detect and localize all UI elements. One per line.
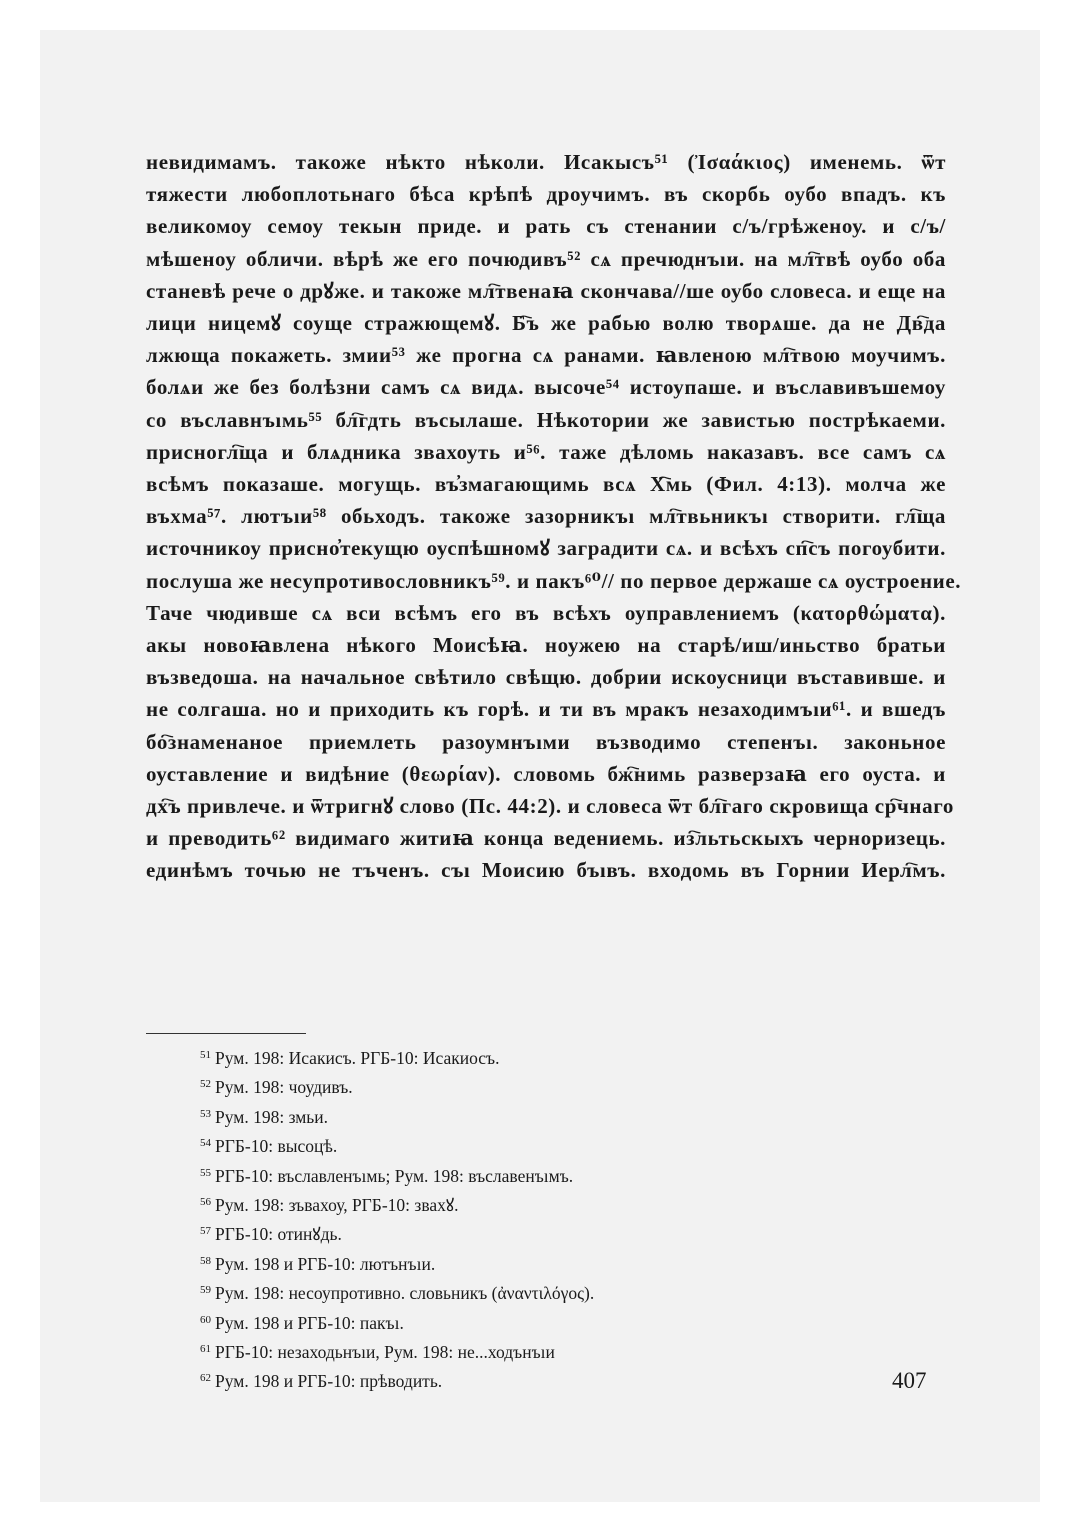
text-line: болѧи же без болѣзни самъ сѧ видѧ. высоче⁵⁴ истоупаше. и въславивъшемоу [146,375,946,400]
footnote [200,1365,594,1394]
footnote-separator [146,1033,306,1034]
footnote [200,1042,594,1071]
text-line: оуставление и видѣние (θεωρίαν). словомь бж҇нимь разверзаꙗ его оуста. и [146,761,946,786]
footnote [200,1189,594,1218]
footnote-text: Рум. 198: зъвахоу, РГБ-10: звахꙋ. [215,1195,459,1216]
footnote-number: 60 [200,1313,211,1326]
footnote [200,1218,594,1247]
book-page [40,30,1040,1502]
text-line: лжюща покажеть. змии⁵³ же прогна сѧ ранами. ꙗвленою мл҇твою моучимъ. [146,343,946,368]
footnotes [200,1042,594,1395]
footnote-number: 53 [200,1107,211,1120]
text-line: со въславнъıмь⁵⁵ бл҇гдть въсылаше. Нѣкотории же завистью пострѣкаеми. [146,407,946,432]
text-line: и преводить⁶² видимаго житиꙗ конца ведениемь. из҇льтьскыхъ черноризець. [146,826,946,851]
footnote-text: Рум. 198 и РГБ-10: лютънъıи. [215,1253,436,1274]
page-number: 407 [892,1368,927,1393]
footnote [200,1130,594,1159]
footnote [200,1160,594,1189]
footnote [200,1336,594,1365]
footnote-number: 55 [200,1166,211,1179]
footnote-number: 56 [200,1196,211,1209]
footnote-number: 54 [200,1137,211,1150]
text-line: Таче чюдивше сѧ вси всѣмъ его въ всѣхъ оуправлениемъ (κατορθώματα). [146,600,946,625]
footnote-text: РГБ-10: въславленъıмь; Рум. 198: въславенъıмъ. [215,1165,574,1186]
footnote-number: 58 [200,1254,211,1267]
footnote-text: Рум. 198 и РГБ-10: пакъı. [215,1312,404,1333]
text-line: послуша же несупротивословникъ⁵⁹. и пакъ⁶⁰// по первое держаше сѧ оустроение. [146,568,962,593]
text-line: станевѣ рече о дрꙋже. и такоже мл҇твенаꙗ скончава//ше оубо словеса. и еще на [146,278,946,303]
footnote-number: 61 [200,1343,211,1356]
text-line: единѣмъ точью не тъченъ. съı Моисию бъıвъ. входомь въ Горнии Иерл҇мъ. [146,858,946,883]
main-text [146,146,962,887]
footnote-number: 52 [200,1078,211,1091]
text-line: невидимамъ. такоже нѣкто нѣколи. Исакысъ⁵¹ (Ἰσαάκιος) именемь. ѿт [146,150,946,174]
text-line: бо҇знаменаное приемлеть разоумнъıми възводимо степенъı. законьное [146,729,946,754]
text-line: мѣшеноу обличи. вѣрѣ же его почюдивъ⁵² сѧ пречюднъıи. на мл҇твѣ оубо оба [146,246,946,271]
footnote [200,1277,594,1306]
footnote-number: 59 [200,1284,211,1297]
scanned-page [40,30,1040,1502]
footnote-text: Рум. 198 и РГБ-10: прѣводить. [215,1371,443,1392]
footnote-number: 57 [200,1225,211,1238]
footnote-text: Рум. 198: чоудивъ. [215,1077,353,1098]
text-line: присногл҇ща и блѧдника звахоуть и⁵⁶. таже дѣломь наказавъ. все самъ сѧ [146,439,946,464]
text-line: възведоша. на начальное свѣтило свѣщю. добрии искоусници въставивше. и [146,665,946,690]
footnote [200,1071,594,1100]
text-line: тяжести любоплотьнаго бѣса крѣпѣ дроучимъ. въ скорбь оубо впадъ. къ [146,182,946,207]
footnote [200,1248,594,1277]
text-line: великомоу семоу текын приде. и рать съ стенании с/ъ/грѣженоу. и с/ъ/ [146,214,946,239]
footnote-text: Рум. 198: Исакисъ. РГБ-10: Исакиосъ. [215,1048,500,1068]
footnote-text: РГБ-10: отинꙋдь. [215,1224,342,1245]
text-line: въхма⁵⁷. лютъıи⁵⁸ обьходъ. такоже зазорникъı мл҇твьникъı створити. гл҇ща [146,504,946,529]
footnote [200,1101,594,1130]
footnote-text: Рум. 198: несоупротивно. словьникъ (ἀναντιλόγος). [215,1283,595,1304]
footnote-text: РГБ-10: высоцѣ. [215,1136,338,1157]
text-line: всѣмъ показаше. могущь. въ҆змагающимь всѧ Х҇мь (Фил. 4:13). молча же [146,472,946,497]
text-line: лици ницемꙋ соуще стражющемꙋ. Б҇ъ же рабью волю творѧше. да не Дв҇да [146,311,946,336]
text-line: дх҇ъ привлече. и ѿтригнꙋ слово (Пс. 44:2). и словеса ѿт бл҇гаго скровища ср҇чнаго [146,794,954,819]
footnote [200,1307,594,1336]
text-line: акы новоꙗвлена нѣкого Моисѣꙗ. ноужею на старѣ/иш/иньство братьи [146,633,946,658]
footnote-text: Рум. 198: змьи. [215,1106,329,1127]
footnote-number: 62 [200,1372,211,1385]
text-line: не солгаша. но и приходить къ горѣ. и ти въ мракъ незаходимъıи⁶¹. и вшедъ [146,697,946,722]
footnote-number: 51 [200,1049,211,1061]
footnote-text: РГБ-10: незаходьнъıи, Рум. 198: не...ходънъıи [215,1342,555,1363]
text-line: источникоу присно҆текущю оуспѣшномꙋ заградити сѧ. и всѣхъ сп҇съ погоубити. [146,536,946,561]
